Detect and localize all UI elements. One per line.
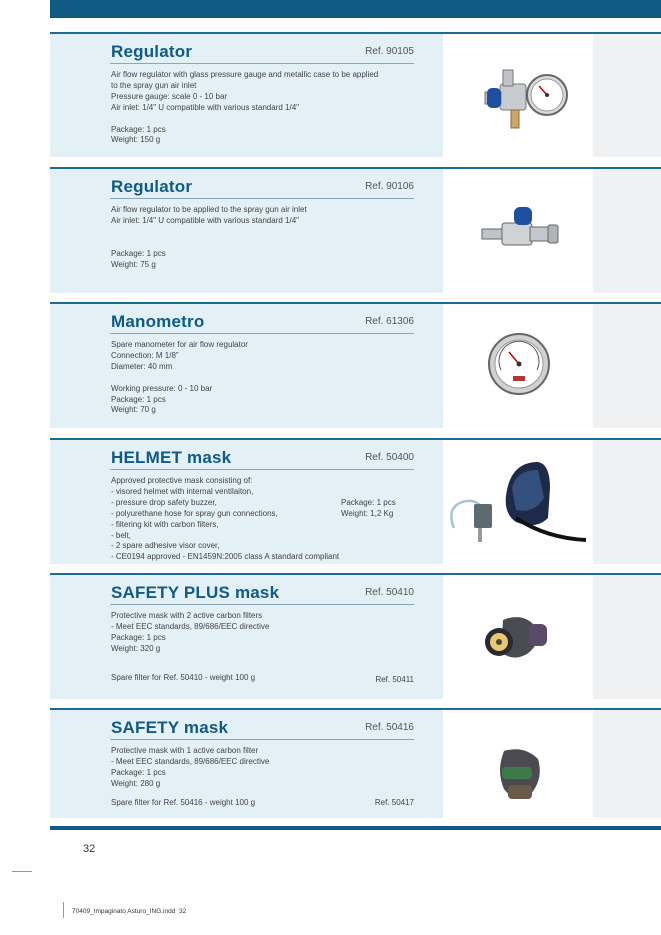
title-underline (110, 63, 414, 64)
product-title: Regulator (111, 42, 193, 61)
pressure-regulator-with-gauge-icon (475, 62, 570, 134)
spare-filter-ref: Ref. 50411 (375, 675, 414, 684)
product-description (111, 340, 421, 416)
description-line: Weight: 280 g (111, 778, 161, 788)
description-line: Approved protective mask consisting of: (111, 476, 253, 485)
description-line: - CE0194 approved - EN1459N:2005 class A standard compliant (111, 552, 340, 562)
spare-filter-ref: Ref. 50417 (374, 798, 414, 807)
product-description (111, 611, 421, 655)
description-line: - Meet EEC standards, 89/686/EEC directive (111, 621, 270, 631)
package-line: Package: 1 pcs (341, 498, 396, 507)
package-line: Weight: 1,2 Kg (341, 508, 394, 518)
description-line: Protective mask with 1 active carbon filter (111, 746, 259, 755)
description-line: Weight: 320 g (111, 643, 161, 653)
air-flow-regulator-icon (478, 203, 563, 258)
description-line: - pressure drop safety buzzer, (111, 497, 217, 507)
spare-filter-text: Spare filter for Ref. 50410 - weight 100 g (111, 673, 256, 682)
description-line: Air flow regulator with glass pressure gauge and metallic case to be applied (111, 70, 379, 79)
half-mask-respirator-one-filter-icon (494, 745, 546, 805)
product-ref: Ref. 50410 (365, 587, 414, 598)
product-ref: Ref. 61306 (365, 316, 414, 327)
product-title: Regulator (111, 177, 193, 196)
product-description (111, 70, 421, 146)
description-line: Air inlet: 1/4" U compatible with various standard 1/4" (111, 215, 299, 225)
description-line: Package: 1 pcs (111, 248, 166, 258)
description-line: Package: 1 pcs (111, 124, 166, 134)
side-panel (593, 304, 661, 428)
description-line: Package: 1 pcs (111, 767, 166, 777)
page-number: 32 (83, 843, 96, 855)
description-line: - visored helmet with internal ventilaiton, (111, 486, 254, 496)
product-title: SAFETY PLUS mask (111, 583, 280, 602)
description-line: to the spray gun air inlet (111, 80, 197, 90)
description-spacer (111, 114, 421, 125)
product-card-regulator-90106 (50, 169, 443, 293)
title-underline (110, 604, 414, 605)
description-line: - belt, (111, 530, 132, 540)
product-card-safety-mask (50, 710, 443, 818)
spare-filter-text: Spare filter for Ref. 50416 - weight 100 g (111, 798, 256, 807)
side-panel (593, 575, 661, 699)
product-description (111, 205, 421, 270)
description-line: Working pressure: 0 - 10 bar (111, 383, 213, 393)
side-panel (593, 34, 661, 157)
description-line: Pressure gauge: scale 0 - 10 bar (111, 91, 228, 101)
product-ref: Ref. 50400 (365, 452, 414, 463)
description-line: Weight: 75 g (111, 259, 156, 269)
crop-mark (12, 871, 32, 872)
description-line: Diameter: 40 mm (111, 361, 173, 371)
side-panel (593, 169, 661, 293)
product-title: SAFETY mask (111, 718, 229, 737)
description-line: Spare manometer for air flow regulator (111, 340, 248, 349)
side-panel (593, 710, 661, 818)
product-title: HELMET mask (111, 448, 232, 467)
footer-divider (63, 902, 64, 918)
bottom-bar (50, 826, 661, 830)
description-line: Package: 1 pcs (111, 394, 166, 404)
footer-slug (72, 908, 186, 915)
product-card-regulator-90105 (50, 34, 443, 157)
title-underline (110, 469, 414, 470)
description-line: Air inlet: 1/4" U compatible with various standard 1/4" (111, 102, 299, 112)
description-line: - 2 spare adhesive visor cover, (111, 541, 220, 551)
manometer-gauge-icon (487, 332, 552, 397)
description-spacer (111, 373, 421, 384)
description-line: Protective mask with 2 active carbon filters (111, 611, 263, 620)
description-spacer (111, 227, 421, 238)
half-mask-respirator-two-filters-icon (483, 612, 551, 664)
top-header-bar (50, 0, 661, 18)
product-card-helmet-mask (50, 440, 443, 564)
description-spacer (111, 238, 421, 249)
product-card-safety-plus-mask (50, 575, 443, 699)
description-line: - Meet EEC standards, 89/686/EEC directive (111, 756, 270, 766)
product-ref: Ref. 50416 (365, 722, 414, 733)
product-title: Manometro (111, 312, 205, 331)
description-line: Connection: M 1/8" (111, 350, 179, 360)
product-description (111, 746, 421, 790)
description-line: Weight: 70 g (111, 405, 156, 415)
helmet-mask-icon (446, 458, 591, 550)
product-ref: Ref. 90105 (365, 46, 414, 57)
description-line: Air flow regulator to be applied to the spray gun air inlet (111, 205, 307, 214)
product-card-manometro (50, 304, 443, 428)
title-underline (110, 333, 414, 334)
description-line: Package: 1 pcs (111, 632, 166, 642)
footer-page: 32 (178, 908, 187, 915)
side-panel (593, 440, 661, 564)
description-line: Weight: 150 g (111, 135, 161, 145)
footer-filename: 70409_Impaginato Asturo_ING.indd (72, 908, 176, 915)
product-ref: Ref. 90106 (365, 181, 414, 192)
package-info (341, 498, 396, 520)
title-underline (110, 198, 414, 199)
title-underline (110, 739, 414, 740)
description-line: - polyurethane hose for spray gun connections, (111, 508, 278, 518)
description-line: - filtering kit with carbon filters, (111, 519, 219, 529)
